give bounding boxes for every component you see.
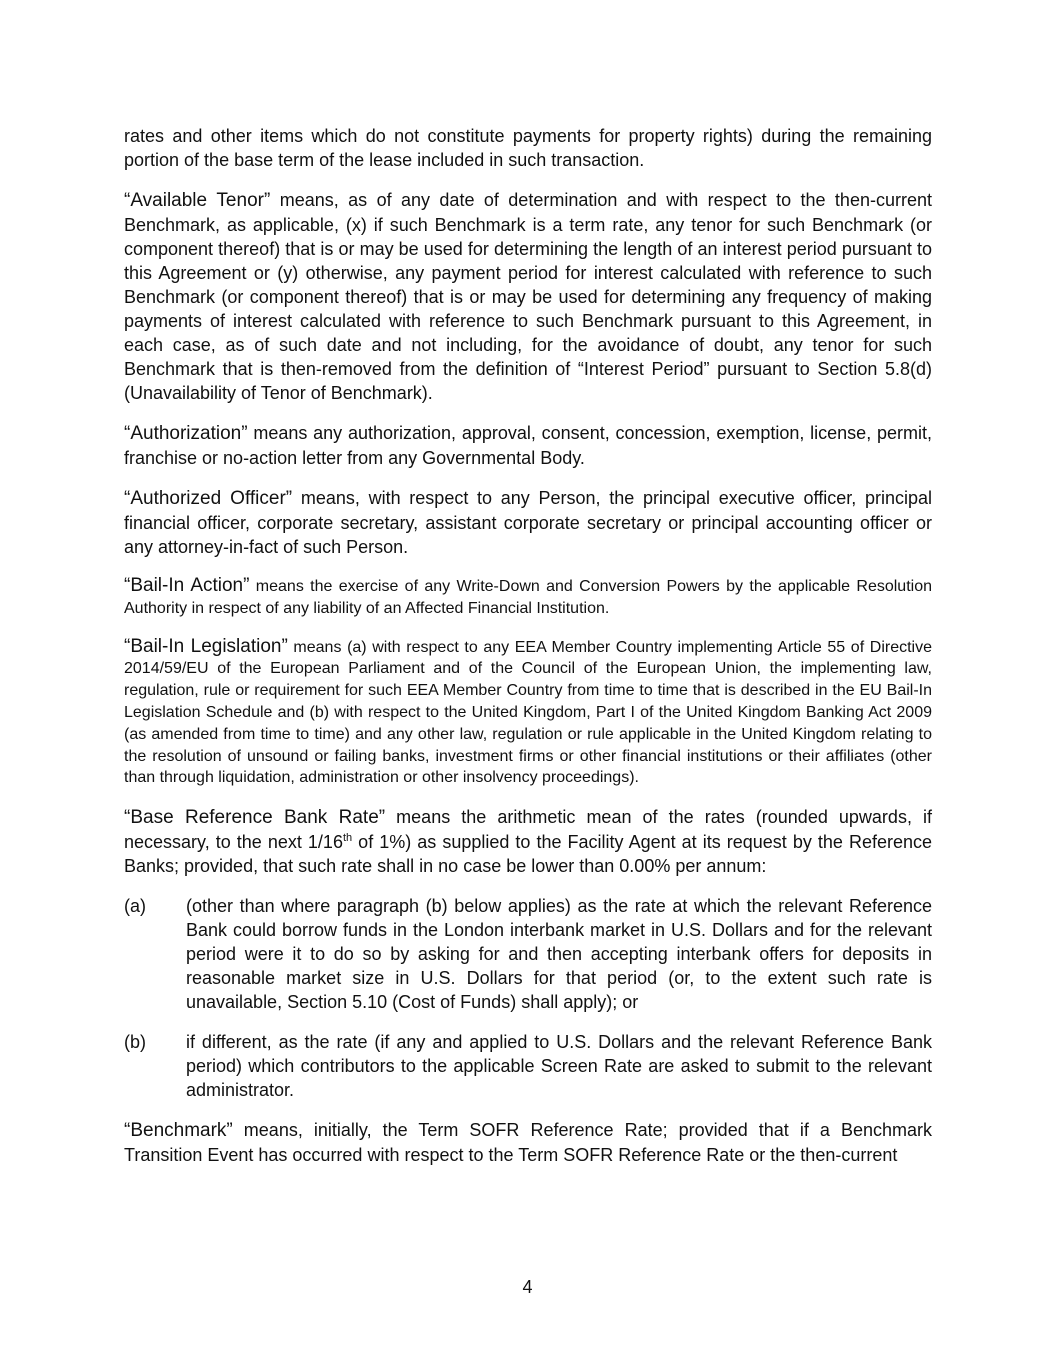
definition-base-reference-bank-rate (124, 805, 932, 878)
definition-benchmark (124, 1118, 932, 1167)
page-number: 4 (522, 1277, 533, 1297)
definition-text: means the arithmetic mean of the rates (rounded upwards, if necessary, to the next 1/16 (124, 807, 933, 853)
definition-text: means the exercise of any Write-Down and Conversion Powers by the applicable Resolution Authority in respect of any liability of an Affected Financial Institution. (124, 578, 932, 617)
definition-bail-in-action (124, 575, 932, 620)
definition-bail-in-legislation (124, 636, 932, 790)
list-item-text: if different, as the rate (if any and applied to U.S. Dollars and the relevant Reference Bank period) which contributors to the applicable Screen Rate are asked to submit to the relevant administrator. (186, 1032, 932, 1101)
ordinal-superscript: th (342, 832, 353, 845)
definition-text: means, as of any date of determination and with respect to the then-current Benchmark, as applicable, (x) if such Benchmark is a term rate, any tenor for such Benchmark (or component thereof) that is or may be used for determining the length of an interest period pursuant to this Agreement or (y) otherwise, any payment period for interest calculated with reference to such Benchmark (or component thereof) that is or may be used for determining any frequency of making payments of interest calculated with reference to such Benchmark pursuant to this Agreement, in each case, as of such date and not including, for the avoidance of doubt, any tenor for such Benchmark that is then-removed from the definition of “Interest Period” pursuant to Section 5.8(d) (Unavailability of Tenor of Benchmark). (124, 190, 932, 403)
definition-text: means, initially, the Term SOFR Reference Rate; provided that if a Benchmark Transition Event has occurred with respect to the Term SOFR Reference Rate or the then-current (124, 1120, 932, 1166)
defined-term: “Bail-In Action” (124, 575, 250, 596)
list-item-a (124, 894, 932, 1014)
definition-text: means any authorization, approval, consent, concession, exemption, license, permit, franchise or no-action letter from any Governmental Body. (124, 423, 932, 468)
definition-available-tenor (124, 188, 932, 405)
list-marker: (b) (124, 1032, 146, 1053)
defined-term: “Authorized Officer” (124, 488, 293, 509)
definition-text: means (a) with respect to any EEA Member Country implementing Article 55 of Directive 2014/59/EU of the European Parliament and of the Council of the European Union, the implementing law, regulation, rule or requirement for such EEA Member Country from time to time that is described in the EU Bail-In Legislation Schedule and (b) with respect to the United Kingdom, Part I of the United Kingdom Banking Act 2009 (as amended from time to time) and any other law, regulation or rule applicable in the United Kingdom relating to the resolution of unsound or failing banks, investment firms or other financial institutions or their affiliates (other than through liquidation, administration or other insolvency proceedings). (124, 638, 933, 787)
defined-term: “Available Tenor” (124, 190, 271, 211)
defined-term: “Benchmark” (124, 1120, 233, 1142)
definition-text-continued: of 1%) as supplied to the Facility Agent at its request by the Reference Banks; provided, that such rate shall in no case be lower than 0.00% per annum: (124, 832, 932, 877)
defined-term: “Bail-In Legislation” (124, 635, 288, 657)
list-item-b (124, 1030, 932, 1102)
defined-term: “Authorization” (124, 423, 248, 444)
definition-authorized-officer (124, 486, 932, 559)
definition-authorization (124, 421, 932, 470)
definition-text: means, with respect to any Person, the principal executive officer, principal financial officer, corporate secretary, assistant corporate secretary or principal accounting officer or any attorney-in-fact of such Person. (124, 488, 932, 557)
page-body (124, 124, 932, 1183)
list-marker: (a) (124, 896, 146, 917)
continuation-paragraph: rates and other items which do not constitute payments for property rights) during the remaining portion of the base term of the lease included in such transaction. (124, 126, 932, 170)
list-item-text: (other than where paragraph (b) below applies) as the rate at which the relevant Reference Bank could borrow funds in the London interbank market in U.S. Dollars and for the relevant period were it to do so by asking for and then accepting interbank offers for deposits in reasonable market size in U.S. Dollars for that period (or, to the extent such rate is unavailable, Section 5.10 (Cost of Funds) shall apply); or (186, 896, 932, 1013)
defined-term: “Base Reference Bank Rate” (124, 807, 386, 829)
